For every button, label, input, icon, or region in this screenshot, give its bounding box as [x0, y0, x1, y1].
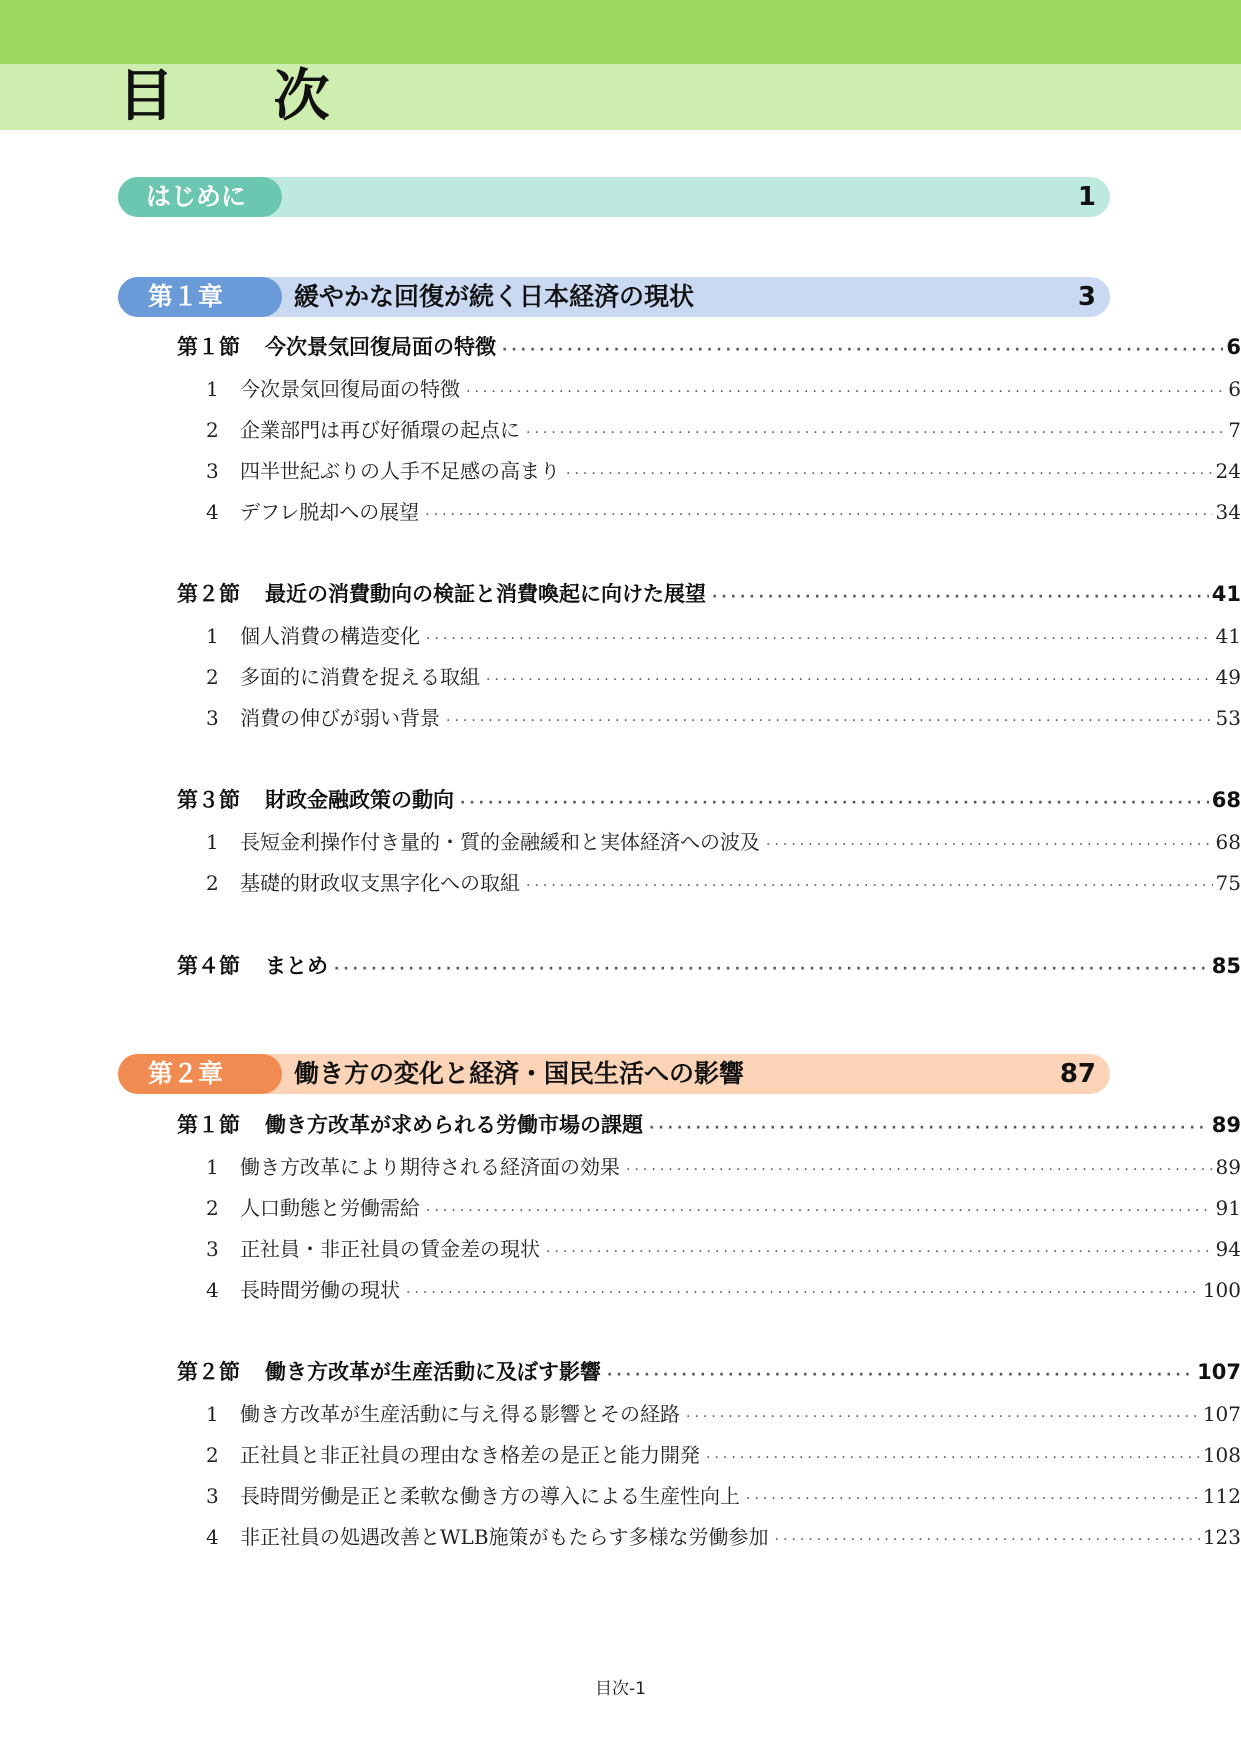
item-number: 3 — [206, 706, 219, 730]
dot-leader — [775, 1532, 1200, 1548]
item-number: 1 — [206, 1402, 219, 1426]
dot-leader — [626, 1162, 1213, 1178]
toc-chapter-2[interactable] — [118, 1054, 1110, 1094]
item-title: 消費の伸びが弱い背景 — [240, 706, 440, 730]
toc-item[interactable] — [0, 661, 1241, 690]
item-page: 100 — [1202, 1278, 1241, 1302]
toc-item[interactable] — [0, 1439, 1241, 1468]
item-page: 49 — [1215, 665, 1241, 689]
dot-leader — [486, 672, 1213, 688]
toc-section[interactable] — [0, 950, 1241, 980]
section-title: 財政金融政策の動向 — [265, 788, 454, 812]
page-title: 目 次 — [118, 64, 370, 129]
dot-leader — [746, 1491, 1200, 1507]
item-title: 長時間労働の現状 — [240, 1278, 400, 1302]
item-number: 2 — [206, 665, 219, 689]
toc-chapter-1[interactable] — [118, 277, 1110, 317]
item-page: 53 — [1215, 706, 1241, 730]
dot-leader — [466, 384, 1225, 400]
dot-leader — [426, 1203, 1213, 1219]
section-title: まとめ — [265, 954, 328, 978]
toc-item[interactable] — [0, 702, 1241, 731]
item-number: 1 — [206, 830, 219, 854]
page-footer: 目次-1 — [595, 1679, 646, 1699]
item-number: 3 — [206, 1237, 219, 1261]
toc-item[interactable] — [0, 414, 1241, 443]
dot-leader — [425, 507, 1212, 523]
toc-item[interactable] — [0, 826, 1241, 855]
toc-section[interactable] — [0, 578, 1241, 608]
section-number: 第４節 — [177, 954, 240, 978]
toc-item[interactable] — [0, 455, 1241, 484]
item-title: 人口動態と労働需給 — [240, 1196, 420, 1220]
item-title: 働き方改革が生産活動に与え得る影響とその経路 — [240, 1402, 680, 1426]
item-page: 107 — [1202, 1402, 1241, 1426]
item-page: 89 — [1215, 1155, 1241, 1179]
dot-leader — [607, 1367, 1194, 1383]
dot-leader — [502, 342, 1223, 358]
dot-leader — [686, 1409, 1200, 1425]
chapter-2-title: 働き方の変化と経済・国民生活への影響 — [294, 1059, 745, 1088]
header-band-top — [0, 0, 1241, 64]
section-number: 第１節 — [177, 335, 240, 359]
chapter-1-page: 3 — [1077, 282, 1096, 312]
toc-item[interactable] — [0, 1151, 1241, 1180]
dot-leader — [446, 713, 1213, 729]
item-number: 4 — [206, 1278, 219, 1302]
item-number: 1 — [206, 624, 219, 648]
section-page: 107 — [1197, 1360, 1241, 1384]
toc-item[interactable] — [0, 1521, 1241, 1550]
toc-section[interactable] — [0, 1356, 1241, 1386]
section-page: 41 — [1211, 582, 1241, 606]
dot-leader — [526, 878, 1213, 894]
intro-page: 1 — [1077, 182, 1096, 212]
section-title: 最近の消費動向の検証と消費喚起に向けた展望 — [265, 582, 706, 606]
toc-item[interactable] — [0, 867, 1241, 896]
dot-leader — [766, 837, 1213, 853]
item-title: 長短金利操作付き量的・質的金融緩和と実体経済への波及 — [240, 830, 760, 854]
toc-item[interactable] — [0, 1233, 1241, 1262]
item-title: 基礎的財政収支黒字化への取組 — [240, 871, 520, 895]
toc-section[interactable] — [0, 331, 1241, 361]
item-page: 123 — [1202, 1525, 1241, 1549]
item-number: 2 — [206, 1443, 219, 1467]
dot-leader — [406, 1285, 1200, 1301]
chapter-2-label: 第２章 — [118, 1054, 282, 1094]
section-number: 第２節 — [177, 1360, 240, 1384]
item-title: 長時間労働是正と柔軟な働き方の導入による生産性向上 — [240, 1484, 740, 1508]
section-title: 今次景気回復局面の特徴 — [265, 335, 496, 359]
item-title: 正社員と非正社員の理由なき格差の是正と能力開発 — [240, 1443, 700, 1467]
section-page: 68 — [1211, 788, 1241, 812]
item-page: 94 — [1215, 1237, 1241, 1261]
toc-intro[interactable] — [118, 177, 1110, 217]
chapter-1-title: 緩やかな回復が続く日本経済の現状 — [294, 282, 695, 311]
item-number: 3 — [206, 459, 219, 483]
section-title: 働き方改革が生産活動に及ぼす影響 — [265, 1360, 601, 1384]
item-title: 多面的に消費を捉える取組 — [240, 665, 480, 689]
item-number: 4 — [206, 500, 219, 524]
item-page: 6 — [1228, 377, 1241, 401]
item-number: 1 — [206, 377, 219, 401]
dot-leader — [426, 631, 1213, 647]
item-number: 3 — [206, 1484, 219, 1508]
section-title: 働き方改革が求められる労働市場の課題 — [265, 1113, 643, 1137]
section-number: 第３節 — [177, 788, 240, 812]
item-page: 41 — [1215, 624, 1241, 648]
section-page: 89 — [1211, 1113, 1241, 1137]
section-number: 第２節 — [177, 582, 240, 606]
item-page: 112 — [1202, 1484, 1241, 1508]
chapter-2-page: 87 — [1059, 1059, 1096, 1089]
item-title: 非正社員の処遇改善とWLB施策がもたらす多様な労働参加 — [240, 1525, 769, 1549]
item-number: 4 — [206, 1525, 219, 1549]
item-title: 働き方改革により期待される経済面の効果 — [240, 1155, 620, 1179]
dot-leader — [526, 425, 1225, 441]
dot-leader — [706, 1450, 1200, 1466]
chapter-1-label: 第１章 — [118, 277, 282, 317]
toc-item[interactable] — [0, 1480, 1241, 1509]
item-title: 企業部門は再び好循環の起点に — [240, 418, 520, 442]
dot-leader — [546, 1244, 1213, 1260]
item-page: 68 — [1215, 830, 1241, 854]
dot-leader — [334, 961, 1209, 977]
item-page: 7 — [1228, 418, 1241, 442]
item-title: 正社員・非正社員の賃金差の現状 — [240, 1237, 540, 1261]
toc-item[interactable] — [0, 373, 1241, 402]
toc-item[interactable] — [0, 1192, 1241, 1221]
item-title: 今次景気回復局面の特徴 — [240, 377, 460, 401]
toc-item[interactable] — [0, 496, 1241, 525]
toc-item[interactable] — [0, 1398, 1241, 1427]
section-page: 85 — [1211, 954, 1241, 978]
dot-leader — [566, 466, 1213, 482]
item-title: 個人消費の構造変化 — [240, 624, 420, 648]
item-page: 108 — [1202, 1443, 1241, 1467]
dot-leader — [712, 589, 1209, 605]
toc-section[interactable] — [0, 784, 1241, 814]
item-page: 34 — [1215, 500, 1241, 524]
item-page: 24 — [1215, 459, 1241, 483]
item-title: 四半世紀ぶりの人手不足感の高まり — [240, 459, 560, 483]
dot-leader — [649, 1120, 1209, 1136]
toc-section[interactable] — [0, 1109, 1241, 1139]
item-number: 2 — [206, 1196, 219, 1220]
item-page: 75 — [1215, 871, 1241, 895]
section-page: 6 — [1226, 335, 1241, 359]
intro-label: はじめに — [118, 177, 282, 217]
dot-leader — [460, 795, 1209, 811]
item-page: 91 — [1215, 1196, 1241, 1220]
item-number: 2 — [206, 871, 219, 895]
toc-item[interactable] — [0, 1274, 1241, 1303]
item-number: 1 — [206, 1155, 219, 1179]
section-number: 第１節 — [177, 1113, 240, 1137]
toc-item[interactable] — [0, 620, 1241, 649]
item-title: デフレ脱却への展望 — [240, 500, 420, 524]
item-number: 2 — [206, 418, 219, 442]
